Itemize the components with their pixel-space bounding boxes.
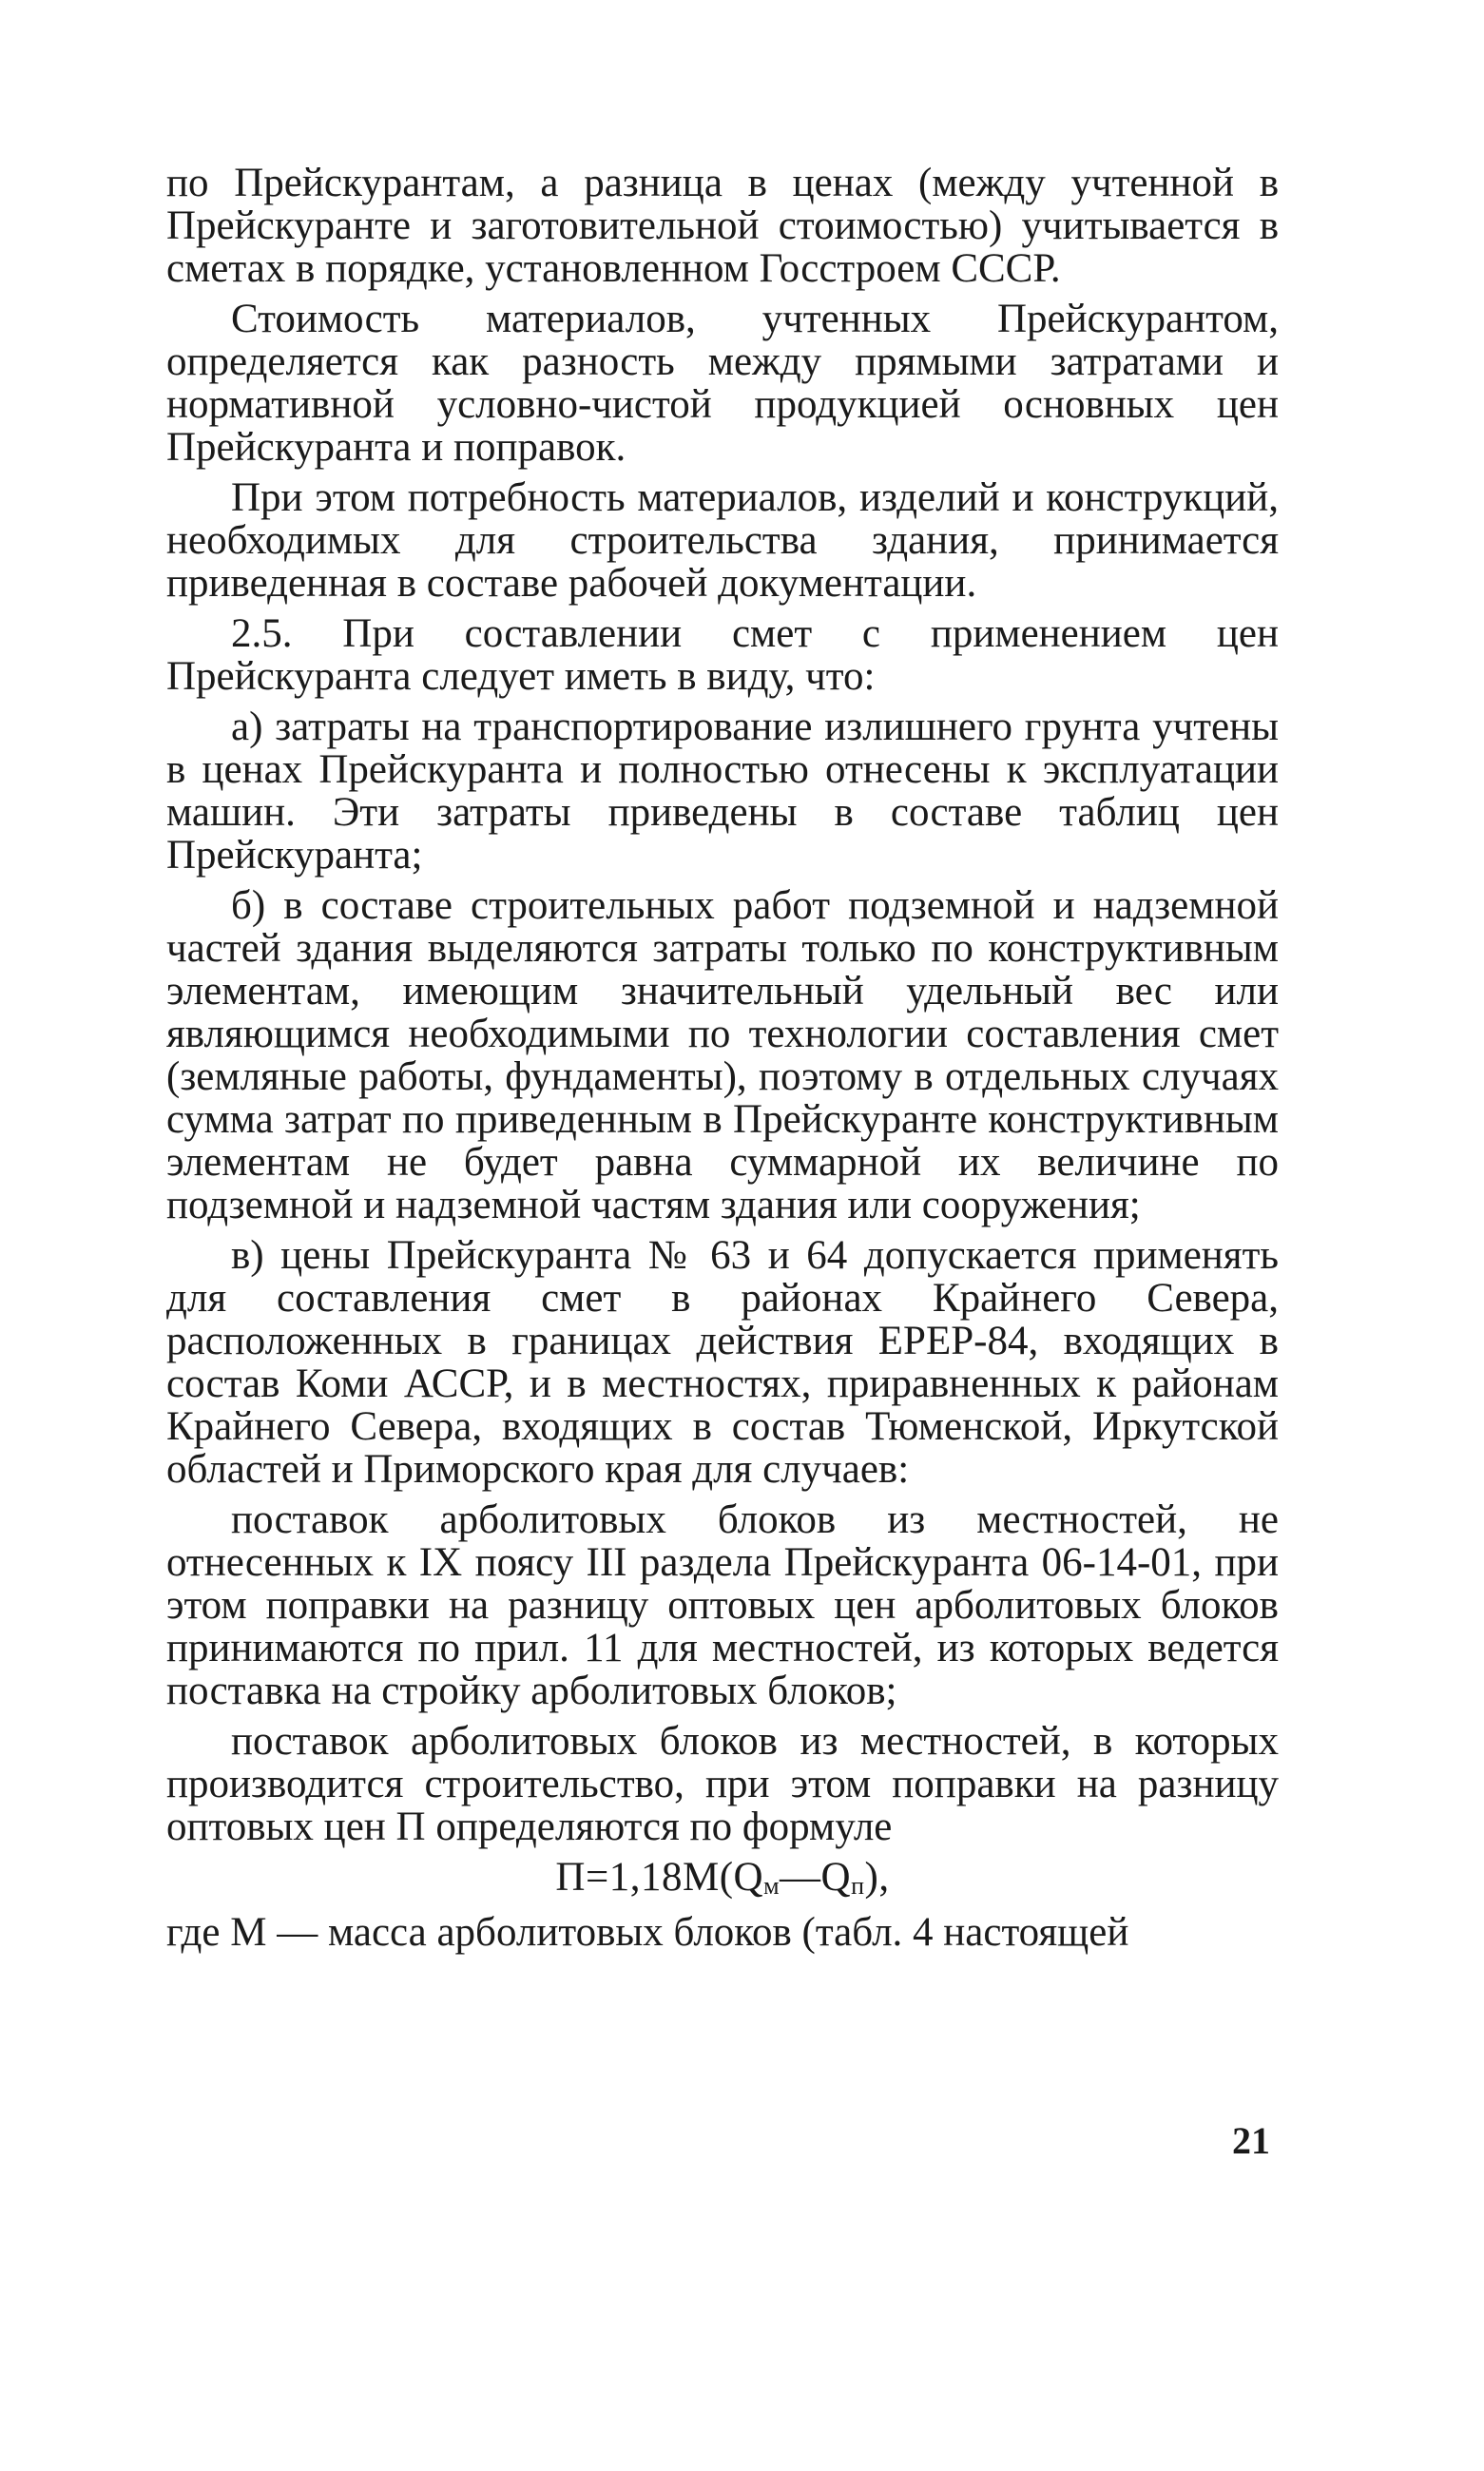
paragraph-supply-other-regions: поставок арболитовых блоков из местностей, не отнесенных к IX поясу III раздела Прейскуранта 06-14-01, при этом поправки на разницу оптовых цен арболитовых блоков принимаются по прил. 11 для местностей, из которых ведется поставка на стройку арболитовых блоков;	[166, 1497, 1279, 1713]
paragraph-section-2-5: 2.5. При составлении смет с применением цен Прейскуранта следует иметь в виду, что:	[166, 611, 1279, 699]
paragraph-materials-need: При этом потребность материалов, изделий и конструкций, необходимых для строительства здания, принимается приведенная в составе рабочей документации.	[166, 475, 1279, 606]
paragraph-where-m: где М — масса арболитовых блоков (табл. 4 настоящей	[166, 1910, 1129, 1955]
paragraph-supply-local: поставок арболитовых блоков из местностей, в которых производится строительство, при этом поправки на разницу оптовых цен П определяются по формуле	[166, 1719, 1279, 1849]
formula-rhs: ),	[864, 1855, 890, 1900]
list-item-b: б) в составе строительных работ подземной и надземной частей здания выделяются затраты только по конструктивным элементам, имеющим значительный удельный вес или являющимся необходимыми по технологии составления смет (земляные работы, фундаменты), поэтому в отдельных случаях сумма затрат по приведенным в Прейскуранте конструктивным элементам не будет равна суммарной их величине по подземной и надземной частям здания или сооружения;	[166, 883, 1279, 1227]
paragraph-continuation: по Прейскурантам, а разница в ценах (между учтенной в Прейскуранте и заготовительной стоимостью) учитывается в сметах в порядке, установленном Госстроем СССР.	[166, 161, 1279, 291]
formula-mid: —Q	[780, 1855, 852, 1900]
page-text-block	[166, 162, 1279, 1954]
paragraph-materials-cost: Стоимость материалов, учтенных Прейскурантом, определяется как разность между прямыми затратами и нормативной условно-чистой продукцией основных цен Прейскуранта и поправок.	[166, 297, 1279, 470]
formula	[166, 1856, 1279, 1907]
formula-subscript-p: п	[851, 1872, 865, 1900]
formula-subscript-m: м	[763, 1872, 781, 1900]
list-item-v: в) цены Прейскуранта № 63 и 64 допускается применять для составления смет в районах Крайнего Севера, расположенных в границах действия ЕРЕР-84, входящих в состав Коми АССР, и в местностях, приравненных к районам Крайнего Севера, входящих в состав Тюменской, Иркутской областей и Приморского края для случаев:	[166, 1233, 1279, 1492]
page-number: 21	[1232, 2119, 1270, 2162]
formula-lhs: П=1,18М(Q	[555, 1855, 764, 1900]
list-item-a: а) затраты на транспортирование излишнего грунта учтены в ценах Прейскуранта и полностью отнесены к эксплуатации машин. Эти затраты приведены в составе таблиц цен Прейскуранта;	[166, 705, 1279, 878]
